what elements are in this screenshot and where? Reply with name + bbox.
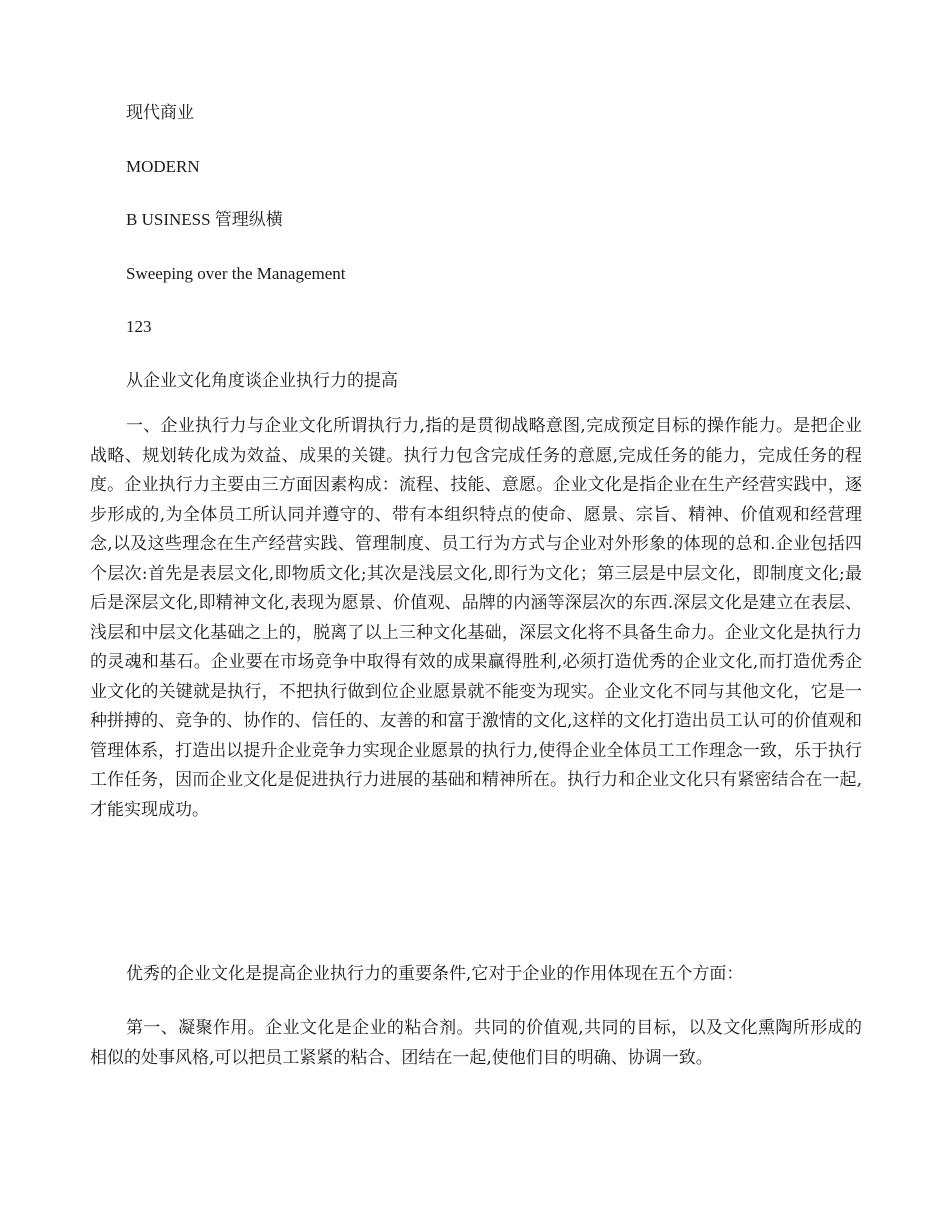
section-subtitle: Sweeping over the Management (126, 264, 346, 283)
paragraph-2: 优秀的企业文化是提高企业执行力的重要条件,它对于企业的作用体现在五个方面： (126, 964, 744, 984)
magazine-section: B USINESS 管理纵横 (126, 210, 283, 229)
magazine-name-en: MODERN (126, 157, 200, 176)
page-number: 123 (126, 317, 152, 336)
article-title: 从企业文化角度谈企业执行力的提高 (126, 371, 398, 391)
paragraph-3: 第一、凝聚作用。企业文化是企业的粘合剂。共同的价值观,共同的目标，以及文化熏陶所形成的相似的处事风格,可以把员工紧紧的粘合、团结在一起,使他们目的明确、协调一致。 (90, 1018, 862, 1068)
magazine-name-cn: 现代商业 (126, 103, 194, 123)
paragraph-1: 一、企业执行力与企业文化所谓执行力,指的是贯彻战略意图,完成预定目标的操作能力。是把企业战略、规划转化成为效益、成果的关键。执行力包含完成任务的意愿,完成任务的能力，完成任务的程度。企业执行力主要由三方面因素构成：流程、技能、意愿。企业文化是指企业在生产经营实践中，逐步形成的,为全体员工所认同并遵守的、带有本组织特点的使命、愿景、宗旨、精神、价值观和经营理念,以及这些理念在生产经营实践、管理制度、员工行为方式与企业对外形象的体现的总和.企业包括四个层次:首先是表层文化,即物质文化;其次是浅层文化,即行为文化；第三层是中层文化，即制度文化;最后是深层文化,即精神文化,表现为愿景、价值观、品牌的内涵等深层次的东西.深层文化是建立在表层、浅层和中层文化基础之上的，脱离了以上三种文化基础，深层文化将不具备生命力。企业文化是执行力的灵魂和基石。企业要在市场竞争中取得有效的成果赢得胜利,必须打造优秀的企业文化,而打造优秀企业文化的关键就是执行，不把执行做到位企业愿景就不能变为现实。企业文化不同与其他文化，它是一种拼搏的、竞争的、协作的、信任的、友善的和富于激情的文化,这样的文化打造出员工认可的价值观和管理体系，打造出以提升企业竞争力实现企业愿景的执行力,使得企业全体员工工作理念一致，乐于执行工作任务，因而企业文化是促进执行力进展的基础和精神所在。执行力和企业文化只有紧密结合在一起,才能实现成功。 (90, 416, 862, 820)
